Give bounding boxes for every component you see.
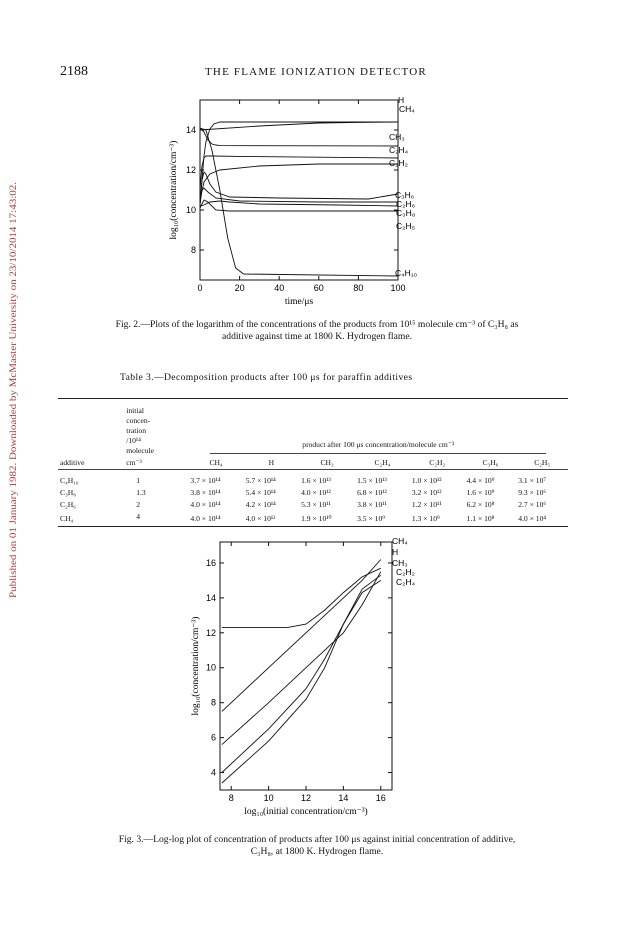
x-tick-label: 8 — [228, 793, 234, 803]
figure-2-caption — [62, 319, 572, 343]
figure-2-chart — [140, 90, 440, 308]
x-tick-label: 0 — [197, 283, 203, 293]
plot-frame — [200, 100, 398, 280]
initial-line: tration — [126, 426, 147, 435]
series-label: C₂H₅ — [396, 221, 416, 231]
table-col-header: C₂H₄ — [374, 458, 391, 467]
x-axis-label: log₁₀(initial concentration/cm⁻³) — [244, 807, 368, 817]
table-cell: 1.5 × 10¹³ — [357, 476, 387, 485]
series-label: C₂H₄ — [396, 577, 416, 587]
series-label: CH₄ — [392, 536, 408, 546]
table-cell: 9.3 × 10⁶ — [518, 488, 547, 497]
y-tick-label: 4 — [210, 767, 216, 778]
series-line — [200, 172, 398, 206]
y-tick-label: 16 — [205, 557, 216, 568]
table-row — [58, 475, 568, 487]
series-line — [200, 164, 398, 200]
table-cell: 1.6 × 10¹³ — [301, 476, 331, 485]
x-tick-label: 10 — [263, 793, 274, 803]
series-line — [222, 572, 381, 745]
initial-line: /10¹⁴ — [126, 436, 141, 445]
figure-3-caption — [62, 834, 572, 858]
table-col-header: CH₃ — [320, 458, 334, 467]
x-tick-label: 12 — [300, 793, 312, 803]
table-head-initial-unit: cm⁻³ — [126, 458, 142, 467]
figure-2-caption-line1: Fig. 2.—Plots of the logarithm of the concentrations of the products from 10¹⁵ molecule cm⁻³ of C₃H₈ as — [115, 319, 519, 330]
x-tick-label: 20 — [234, 283, 245, 293]
product-header-text: product after 100 μs concentration/molecule cm⁻³ — [302, 440, 455, 449]
row-additive: C₂H₆ — [60, 500, 76, 509]
table-col-header: C₂H₅ — [534, 458, 551, 467]
figure-2 — [140, 90, 440, 313]
y-axis-label: log₁₀(concentration/cm⁻³) — [169, 140, 179, 240]
table-col-header: CH₄ — [209, 458, 223, 467]
table-cell: 1.0 × 10¹² — [411, 476, 442, 485]
series-line — [222, 580, 381, 783]
x-tick-label: 16 — [375, 793, 386, 803]
x-tick-label: 60 — [313, 283, 324, 293]
series-label: CH₃ — [392, 558, 408, 568]
table-3 — [58, 398, 568, 527]
series-line — [200, 122, 398, 130]
y-tick-label: 14 — [205, 592, 216, 603]
table-cell: 1.6 × 10⁹ — [466, 488, 495, 497]
y-tick-label: 10 — [185, 205, 196, 215]
series-label: C₃H₈ — [396, 208, 416, 218]
table-cell: 4.0 × 10¹⁴ — [190, 513, 221, 523]
series-line — [200, 128, 398, 146]
table-cell: 3.5 × 10⁹ — [357, 513, 385, 523]
series-label: C₂H₂ — [389, 158, 408, 168]
table-cell: 4.0 × 10¹⁴ — [190, 500, 221, 509]
table-3-title: Table 3.—Decomposition products after 100 μs for paraffin additives — [120, 372, 413, 383]
table-row — [58, 499, 568, 511]
table-row — [58, 511, 568, 527]
series-label: C₂H₆ — [396, 199, 416, 209]
y-tick-label: 12 — [205, 627, 216, 638]
x-tick-label: 80 — [353, 283, 364, 293]
row-additive: C₃H₈ — [60, 488, 76, 497]
table-head-initial — [104, 405, 188, 457]
table-col-header: H — [268, 458, 275, 467]
table-cell: 1.1 × 10⁸ — [466, 513, 495, 523]
table-cell: 3.1 × 10⁷ — [518, 476, 547, 485]
table-head-product — [188, 405, 568, 457]
table-cell: 5.3 × 10¹¹ — [301, 500, 331, 509]
series-line — [222, 575, 381, 772]
row-additive: CH₄ — [60, 513, 74, 523]
row-initial: 4 — [136, 512, 141, 521]
x-tick-label: 14 — [338, 793, 349, 803]
table-cell: 3.2 × 10¹² — [411, 488, 442, 497]
plot-frame — [220, 542, 392, 790]
table-col-header: C₂H₂ — [429, 458, 446, 467]
figure-3 — [170, 528, 450, 831]
initial-line: molecule — [126, 446, 155, 455]
running-head: THE FLAME IONIZATION DETECTOR — [205, 66, 427, 78]
sidebar-watermark — [6, 180, 20, 600]
table-cell: 5.7 × 10¹⁴ — [245, 476, 276, 485]
initial-line: concen- — [126, 416, 151, 425]
y-tick-label: 10 — [205, 662, 216, 673]
table-head-additive-spacer — [58, 405, 104, 457]
figure-3-chart — [170, 528, 450, 826]
table-head-additive: additive — [60, 458, 85, 467]
series-label: C₃H₆ — [395, 190, 415, 200]
table-cell: 4.4 × 10⁹ — [466, 476, 495, 485]
table-cell: 4.0 × 10¹² — [245, 513, 276, 523]
table-cell: 6.8 × 10¹² — [357, 488, 387, 497]
table-cell: 4.0 × 10⁴ — [518, 513, 547, 523]
series-label: H — [398, 95, 405, 105]
row-initial: 2 — [136, 500, 141, 509]
figure-2-caption-line2: additive against time at 1800 K. Hydrogen flame. — [222, 331, 412, 342]
table-cell: 4.2 × 10¹⁴ — [245, 500, 276, 509]
x-tick-label: 100 — [390, 283, 406, 293]
table-col-header: C₃H₆ — [482, 458, 499, 467]
series-line — [222, 560, 381, 712]
x-tick-label: 40 — [274, 283, 285, 293]
figure-3-caption-line2: C₃H₈, at 1800 K. Hydrogen flame. — [250, 846, 384, 857]
row-initial: 1.3 — [136, 488, 146, 497]
row-additive: C₄H₁₀ — [60, 476, 79, 485]
y-axis-label: log₁₀(concentration/cm⁻³) — [191, 616, 201, 716]
table-cell: 3.8 × 10¹⁴ — [190, 488, 221, 497]
figure-3-caption-line1: Fig. 3.—Log-log plot of concentration of products after 100 μs against initial concentration of additive, — [118, 834, 516, 845]
table-cell: 1.2 × 10¹¹ — [411, 500, 442, 509]
y-tick-label: 8 — [210, 697, 216, 708]
series-label: C₂H₄ — [389, 145, 409, 155]
series-line — [200, 122, 398, 204]
y-tick-label: 14 — [185, 125, 196, 135]
table-cell: 3.7 × 10¹⁴ — [190, 476, 221, 485]
x-axis-label: time/μs — [284, 297, 314, 307]
table-cell: 3.8 × 10¹¹ — [357, 500, 387, 509]
y-tick-label: 12 — [185, 165, 196, 175]
initial-line: initial — [126, 406, 144, 415]
page-number: 2188 — [60, 64, 88, 79]
y-tick-label: 8 — [190, 245, 196, 255]
sidebar-text: Published on 01 January 1982. Downloaded by McMaster University on 23/10/2014 17:43:02. — [8, 250, 18, 598]
series-label: CH₄ — [399, 104, 415, 114]
table-row — [58, 487, 568, 499]
product-header-rule — [210, 453, 546, 454]
table-cell: 1.3 × 10⁹ — [411, 513, 440, 523]
series-line — [200, 156, 398, 190]
table-cell: 1.9 × 10¹⁰ — [301, 513, 332, 523]
series-label: H — [392, 547, 399, 557]
table-cell: 5.4 × 10¹⁴ — [245, 488, 276, 497]
table-cell: 4.0 × 10¹² — [301, 488, 331, 497]
series-label: C₄H₁₀ — [395, 268, 418, 278]
series-label: C₂H₂ — [396, 567, 415, 577]
row-initial: 1 — [136, 476, 141, 485]
series-label: CH₃ — [389, 132, 405, 142]
table-cell: 2.7 × 10⁶ — [518, 500, 547, 509]
y-tick-label: 6 — [210, 732, 216, 743]
table-cell: 6.2 × 10⁸ — [466, 500, 495, 509]
